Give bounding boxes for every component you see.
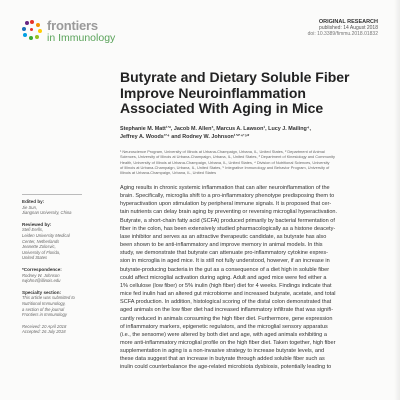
affiliation-line: ¹ Neuroscience Program, University of Illinois at Urbana-Champaign, Urbana, IL, United States, ² Department of Animal: [120, 149, 325, 154]
article-sidebar: [22, 194, 102, 341]
abstract-line: Aging results in chronic systemic inflammation that can alter neuroinflammation of the: [120, 185, 330, 191]
specialty-label: Specialty section:: [22, 289, 62, 295]
abstract-line: aged animals on the low fiber diet had increased inflammatory infiltrate that was signifi-: [120, 307, 334, 314]
abstract-line: sion in microglia in aged mice. It is still not fully understood, however, if an increase in: [120, 258, 330, 265]
reviewer-affiliation: Center, Netherlands: [22, 238, 60, 244]
accepted-date: Accepted: 26 July 2018: [22, 329, 66, 335]
frontiers-logo-icon: [22, 20, 42, 40]
divider: [22, 194, 82, 195]
reviewer-affiliation: Leiden University Medical: [22, 232, 70, 238]
affiliation-line: Illinois at Urbana-Champaign, Urbana, IL, United States: [120, 170, 217, 175]
correspondence-email[interactable]: rwjohn4@illinois.edu: [22, 278, 61, 284]
logo-brand: frontiers: [47, 18, 98, 33]
abstract-line: 1% cellulose (low fiber) or 5% inulin (high fiber) diet for 4 weeks. Findings indicate that: [120, 282, 332, 289]
page-edge-shadow: [394, 0, 400, 400]
abstract-line: butyrate-producing bacteria in the gut as a consequence of a diet high in soluble fiber: [120, 266, 330, 273]
specialty-block: [22, 290, 102, 318]
abstract-line: these data suggest that an increase in butyrate through added soluble fiber such as: [120, 356, 325, 363]
article-type: ORIGINAL RESEARCH: [318, 19, 378, 25]
abstract-line: could affect microglial activation during aging. Adult and aged mice were fed either a: [120, 274, 327, 281]
specialty-line: a section of the journal: [22, 306, 65, 312]
abstract-line: fiber in the colon, has been extensively studied pharmacologically as a histone deacety-: [120, 225, 336, 232]
abstract-line: mice fed inulin had an altered gut microbiome and increased butyrate, acetate, and total: [120, 291, 336, 298]
abstract-line: brain. Specifically, microglia shift to a pro-inflammatory phenotype predisposing them to: [120, 193, 335, 200]
abstract-line: supplementation in aging is a non-invasive strategy to increase butyrate levels, and: [120, 348, 325, 355]
abstract: [120, 184, 384, 372]
article-title: Butyrate and Dietary Soluble Fiber Improve Neuroinflammation Associated With Aging in Mice: [120, 69, 350, 116]
author-line[interactable]: Stephanie M. Matt¹ʼ², Jacob M. Allen³, Marcus A. Lawson¹, Lucy J. Mailing⁴,: [120, 126, 311, 132]
logo-dot: [29, 36, 33, 40]
abstract-line: SCFA production. In addition, histological scoring of the distal colon demonstrated that: [120, 299, 332, 306]
affiliation-line: of Illinois at Urbana-Champaign, Urbana, IL, United States, ⁵ Integrative Immunology and Behavior Program, University of: [120, 164, 330, 170]
logo-dot: [30, 28, 33, 31]
logo-dot: [35, 35, 39, 39]
abstract-line: inulin could counterbalance the age-related microbiota dysbiosis, potentially leading to: [120, 364, 332, 371]
specialty-line: This article was submitted to: [22, 295, 75, 301]
abstract-line: been shown to be anti-inflammatory and improve memory in animal models. In this: [120, 242, 323, 249]
logo-dot: [36, 23, 40, 27]
edited-by-label: Edited by:: [22, 199, 45, 204]
received-date: Received: 20 April 2018: [22, 323, 67, 329]
affiliations: [120, 149, 380, 175]
abstract-line: of inflammatory markers, epigenetic regulators, and the microglial sensory apparatus: [120, 323, 328, 330]
article-meta: [308, 19, 378, 38]
affiliation-line: Sciences, University of Illinois at Urbana-Champaign, Urbana, IL, United States, ³ Department of Kinesiology and Community: [120, 154, 335, 160]
abstract-line: more anti-inflammatory microglial profile on the high fiber diet. Taken together, high fiber: [120, 339, 336, 346]
abstract-line: lase inhibitor and serves as an attractive therapeutic candidate, as butyrate has also: [120, 233, 327, 240]
correspondence-name: Rodney W. Johnson: [22, 272, 60, 278]
affiliation-line: Health, University of Illinois at Urbana-Champaign, Urbana, IL, United States, ⁴ Division of Nutritional Sciences, University: [120, 159, 330, 165]
doi-link[interactable]: doi: 10.3389/fimmu.2018.01832: [307, 31, 378, 38]
author-list: [120, 126, 380, 141]
reviewer-name[interactable]: Jeanette Zolosvic,: [22, 244, 56, 250]
logo-journal: in Immunology: [47, 32, 116, 44]
abstract-line: tain nutrients can delay brain aging by preventing or reversing microglial hyperactivation.: [120, 209, 338, 216]
correspondence-label: *Correspondence:: [22, 266, 62, 272]
specialty-line: Nutritional Immunology,: [22, 300, 66, 306]
abstract-line: hyperactivation upon stimulation by peripheral immune signals. It is proposed that cer-: [120, 201, 332, 208]
abstract-line: study, we demonstrate that butyrate can attenuate pro-inflammatory cytokine expres-: [120, 250, 329, 257]
journal-logo[interactable]: [22, 20, 115, 44]
author-line[interactable]: Jeffrey A. Woods³ʼ⁴ and Rodney W. Johnson¹ʼ²ʼ⁴ʼ⁵*: [120, 133, 250, 140]
logo-dot: [22, 27, 26, 31]
editor-affiliation: Jiangnan University, China: [22, 210, 72, 216]
dates-block: [22, 324, 102, 335]
reviewer-affiliation: University of Florida,: [22, 249, 61, 255]
logo-dot: [38, 29, 42, 33]
logo-dot: [23, 33, 27, 37]
abstract-line: cantly reduced in animals consuming the high fiber diet. Furthermore, gene expression: [120, 315, 333, 322]
published-date: published: 14 August 2018: [319, 25, 378, 32]
reviewer-affiliation: United States: [22, 255, 48, 261]
correspondence-block: [22, 267, 102, 284]
reviewed-by-block: [22, 222, 102, 261]
logo-dot: [25, 21, 29, 25]
specialty-line: Frontiers in Immunology: [22, 312, 67, 318]
abstract-line: (i.e., the sensome) were altered by both diet and age, with aged animals exhibiting a: [120, 331, 327, 338]
logo-dot: [30, 20, 34, 24]
edited-by-block: [22, 194, 102, 216]
abstract-line: Butyrate, a short-chain fatty acid (SCFA) produced primarily by bacterial fermentation of: [120, 217, 335, 224]
reviewer-name[interactable]: Stefi Eerlls,: [22, 227, 44, 233]
reviewed-by-label: Reviewed by:: [22, 221, 52, 227]
editor-name[interactable]: Jie Sun,: [22, 204, 38, 210]
